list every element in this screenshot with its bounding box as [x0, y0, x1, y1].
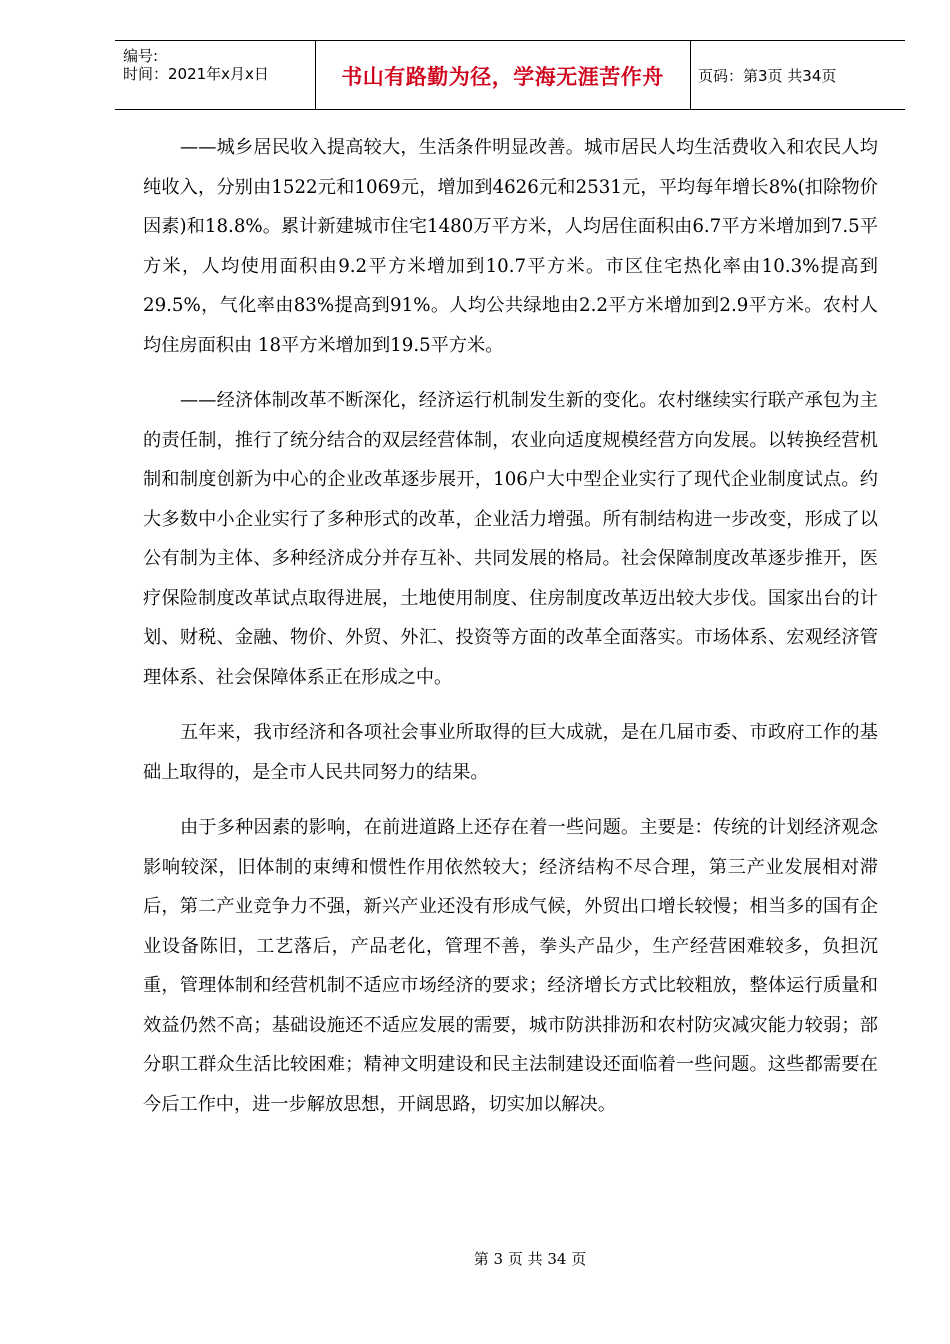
document-time-label: 时间：2021年x月x日	[123, 65, 269, 83]
paragraph-problems: 由于多种因素的影响，在前进道路上还存在着一些问题。主要是：传统的计划经济观念影响较深，旧体制的束缚和惯性作用依然较大；经济结构不尽合理，第三产业发展相对滞后，第二产业竞争力不强，新兴产业还没有形成气候，外贸出口增长较慢；相当多的国有企业设备陈旧，工艺落后，产品老化，管理不善，拳头产品少，生产经营困难较多，负担沉重，管理体制和经营机制不适应市场经济的要求；经济增长方式比较粗放，整体运行质量和效益仍然不高；基础设施还不适应发展的需要，城市防洪排沥和农村防灾减灾能力较弱；部分职工群众生活比较困难；精神文明建设和民主法制建设还面临着一些问题。这些都需要在今后工作中，进一步解放思想，开阔思路，切实加以解决。	[143, 817, 878, 1115]
paragraph-income: ——城乡居民收入提高较大，生活条件明显改善。城市居民人均生活费收入和农民人均纯收入，分别由1522元和1069元，增加到4626元和2531元，平均每年增长8%(扣除物价因素)和18.8%。累计新建城市住宅1480万平方米，人均居住面积由6.7平方米增加到7.5平方米，人均使用面积由9.2平方米增加到10.7平方米。市区住宅热化率由10.3%提高到29.5%，气化率由83%提高到91%。人均公共绿地由2.2平方米增加到2.9平方米。农村人均住房面积由 18平方米增加到19.5平方米。	[143, 137, 878, 356]
page-header	[115, 40, 905, 110]
header-motto-cell	[315, 41, 691, 109]
paragraph-achievements: 五年来，我市经济和各项社会事业所取得的巨大成就，是在几届市委、市政府工作的基础上取得的，是全市人民共同努力的结果。	[143, 722, 878, 783]
document-number-label: 编号:	[123, 47, 159, 65]
document-body	[143, 128, 878, 1140]
header-motto: 书山有路勤为径，学海无涯苦作舟	[341, 65, 664, 89]
header-meta-cell	[115, 41, 316, 109]
header-page-cell	[690, 41, 905, 109]
paragraph-reform: ——经济体制改革不断深化，经济运行机制发生新的变化。农村继续实行联产承包为主的责任制，推行了统分结合的双层经营体制，农业向适度规模经营方向发展。以转换经营机制和制度创新为中心的企业改革逐步展开，106户大中型企业实行了现代企业制度试点。约大多数中小企业实行了多种形式的改革，企业活力增强。所有制结构进一步改变，形成了以公有制为主体、多种经济成分并存互补、共同发展的格局。社会保障制度改革逐步推开，医疗保险制度改革试点取得进展，土地使用制度、住房制度改革迈出较大步伐。国家出台的计划、财税、金融、物价、外贸、外汇、投资等方面的改革全面落实。市场体系、宏观经济管理体系、社会保障体系正在形成之中。	[143, 390, 878, 688]
header-page-info: 页码：第3页 共34页	[698, 67, 837, 85]
page-footer: 第 3 页 共 34 页	[473, 1250, 587, 1268]
